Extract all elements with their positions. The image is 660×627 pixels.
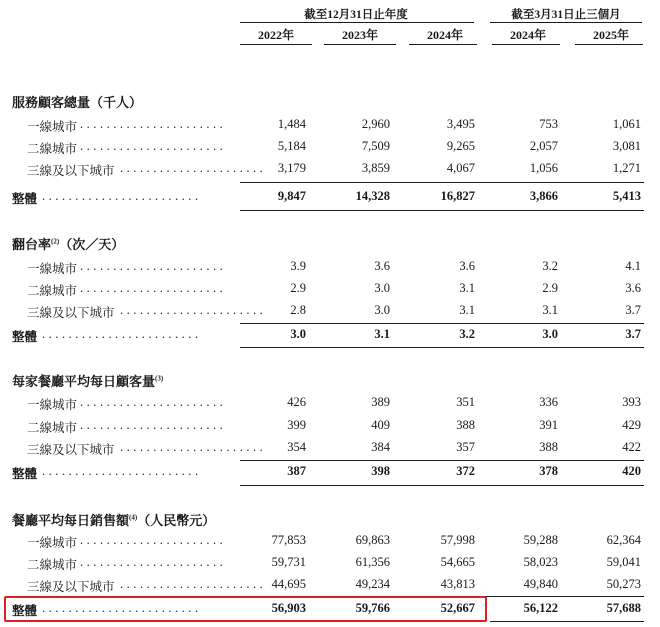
dot-leader: . . . . . . . . . . . . . . . . . . . . . . . . xyxy=(42,327,199,341)
cell-2022: 2.8 xyxy=(290,303,306,317)
section-title-daily-sales: 餐廳平均每日銷售額$^{(4)}$（人民幣元） xyxy=(12,513,216,528)
dot-leader: . . . . . . . . . . . . . . . . . . . . . . . . xyxy=(42,189,199,203)
cell-2025-q1: 3,081 xyxy=(612,139,641,153)
cell-2024: 57,998 xyxy=(440,533,475,547)
cell-2024-q1: 1,056 xyxy=(529,161,558,175)
header-group-fiscal-year: 截至12月31日止年度 xyxy=(304,9,408,21)
cell-2024: 16,827 xyxy=(440,189,475,203)
table-row-total xyxy=(0,462,660,484)
cell-2024: 52,667 xyxy=(440,601,475,615)
section-title-customers-served: 服務顧客總量（千人） xyxy=(12,95,143,110)
cell-2024: 3,495 xyxy=(446,117,475,131)
cell-2025-q1: 57,688 xyxy=(606,601,641,615)
cell-2024-q1: 388 xyxy=(539,440,558,454)
cell-2023: 3,859 xyxy=(361,161,390,175)
dot-leader: . . . . . . . . . . . . . . . . . . . . . . xyxy=(80,533,223,547)
cell-2024: 4,067 xyxy=(446,161,475,175)
year-header-2025-q1: 2025年 xyxy=(592,28,629,42)
total-rule xyxy=(240,210,644,211)
header-underline-q xyxy=(490,22,642,23)
cell-2023: 3.6 xyxy=(374,259,390,273)
cell-2024: 388 xyxy=(456,418,475,432)
cell-2024-q1: 391 xyxy=(539,418,558,432)
cell-2023: 3.0 xyxy=(374,303,390,317)
cell-2022: 2.9 xyxy=(290,281,306,295)
cell-2024-q1: 3.0 xyxy=(542,327,558,341)
cell-2023: 409 xyxy=(371,418,390,432)
cell-2024: 3.1 xyxy=(459,303,475,317)
cell-2022: 387 xyxy=(287,464,306,478)
row-label: 三線及以下城市 xyxy=(27,580,115,594)
table-row xyxy=(0,393,660,415)
dot-leader: . . . . . . . . . . . . . . . . . . . . . . xyxy=(80,418,223,432)
dot-leader: . . . . . . . . . . . . . . . . . . . . . . xyxy=(120,303,263,317)
cell-2022: 3.0 xyxy=(290,327,306,341)
dot-leader: . . . . . . . . . . . . . . . . . . . . . . xyxy=(80,395,223,409)
table-row-total xyxy=(0,187,660,209)
cell-2025-q1: 3.7 xyxy=(625,327,641,341)
row-label: 二線城市 xyxy=(27,421,78,435)
cell-2024-q1: 56,122 xyxy=(523,601,558,615)
cell-2023: 384 xyxy=(371,440,390,454)
cell-2024: 3.6 xyxy=(459,259,475,273)
row-label: 整體 xyxy=(12,467,38,481)
cell-2024: 372 xyxy=(456,464,475,478)
dot-leader: . . . . . . . . . . . . . . . . . . . . . . xyxy=(120,577,263,591)
subtotal-rule xyxy=(240,323,644,324)
row-label: 一線城市 xyxy=(27,262,78,276)
cell-2024-q1: 3,866 xyxy=(529,189,558,203)
cell-2024-q1: 378 xyxy=(539,464,558,478)
cell-2022: 354 xyxy=(287,440,306,454)
cell-2024-q1: 59,288 xyxy=(523,533,558,547)
section-title-table-turnover: 翻台率$^{(2)}$（次／天） xyxy=(12,237,125,252)
cell-2023: 49,234 xyxy=(355,577,390,591)
cell-2025-q1: 422 xyxy=(622,440,641,454)
section-title-daily-customers: 每家餐廳平均每日顧客量$^{(3)}$ xyxy=(12,374,164,389)
cell-2022: 9,847 xyxy=(277,189,306,203)
cell-2025-q1: 62,364 xyxy=(606,533,641,547)
cell-2022: 44,695 xyxy=(271,577,306,591)
cell-2024-q1: 49,840 xyxy=(523,577,558,591)
dot-leader: . . . . . . . . . . . . . . . . . . . . . . xyxy=(80,117,223,131)
cell-2023: 3.1 xyxy=(374,327,390,341)
cell-2025-q1: 5,413 xyxy=(612,189,641,203)
total-rule xyxy=(240,347,644,348)
table-row xyxy=(0,137,660,159)
cell-2022: 426 xyxy=(287,395,306,409)
table-row xyxy=(0,438,660,460)
year-rule-2025-q1 xyxy=(575,44,643,45)
cell-2023: 69,863 xyxy=(355,533,390,547)
cell-2024: 357 xyxy=(456,440,475,454)
year-header-2023: 2023年 xyxy=(341,28,378,42)
cell-2022: 59,731 xyxy=(271,555,306,569)
cell-2024-q1: 2.9 xyxy=(542,281,558,295)
cell-2025-q1: 3.6 xyxy=(625,281,641,295)
table-row xyxy=(0,115,660,137)
cell-2024-q1: 3.1 xyxy=(542,303,558,317)
table-row xyxy=(0,279,660,301)
row-label: 二線城市 xyxy=(27,284,78,298)
cell-2023: 59,766 xyxy=(355,601,390,615)
cell-2025-q1: 59,041 xyxy=(606,555,641,569)
row-label: 整體 xyxy=(12,330,38,344)
cell-2024: 351 xyxy=(456,395,475,409)
cell-2025-q1: 1,271 xyxy=(612,161,641,175)
row-label: 整體 xyxy=(12,192,38,206)
cell-2024: 9,265 xyxy=(446,139,475,153)
total-rule xyxy=(490,621,644,622)
year-rule-2022 xyxy=(240,44,312,45)
cell-2024-q1: 753 xyxy=(539,117,558,131)
cell-2022: 77,853 xyxy=(271,533,306,547)
dot-leader: . . . . . . . . . . . . . . . . . . . . . . xyxy=(80,281,223,295)
dot-leader: . . . . . . . . . . . . . . . . . . . . . . . . xyxy=(42,464,199,478)
row-label: 三線及以下城市 xyxy=(27,164,115,178)
row-label: 三線及以下城市 xyxy=(27,443,115,457)
cell-2024-q1: 3.2 xyxy=(542,259,558,273)
cell-2025-q1: 1,061 xyxy=(612,117,641,131)
year-rule-2024-q1 xyxy=(492,44,560,45)
table-row xyxy=(0,531,660,553)
subtotal-rule xyxy=(240,460,644,461)
header-underline-fy xyxy=(240,22,474,23)
dot-leader: . . . . . . . . . . . . . . . . . . . . . . xyxy=(80,259,223,273)
year-rule-2023 xyxy=(324,44,396,45)
subtotal-rule xyxy=(240,182,644,183)
cell-2022: 1,484 xyxy=(277,117,306,131)
cell-2024-q1: 2,057 xyxy=(529,139,558,153)
cell-2024-q1: 336 xyxy=(539,395,558,409)
cell-2023: 2,960 xyxy=(361,117,390,131)
cell-2023: 7,509 xyxy=(361,139,390,153)
cell-2023: 14,328 xyxy=(355,189,390,203)
dot-leader: . . . . . . . . . . . . . . . . . . . . . . . . xyxy=(42,601,199,615)
dot-leader: . . . . . . . . . . . . . . . . . . . . . . xyxy=(120,440,263,454)
cell-2023: 389 xyxy=(371,395,390,409)
cell-2025-q1: 50,273 xyxy=(606,577,641,591)
row-label: 二線城市 xyxy=(27,142,78,156)
table-row xyxy=(0,553,660,575)
cell-2025-q1: 3.7 xyxy=(625,303,641,317)
cell-2022: 399 xyxy=(287,418,306,432)
row-label: 一線城市 xyxy=(27,120,78,134)
year-rule-2024 xyxy=(409,44,477,45)
header-group-three-months: 截至3月31日止三個月 xyxy=(511,9,621,21)
cell-2023: 61,356 xyxy=(355,555,390,569)
cell-2024: 43,813 xyxy=(440,577,475,591)
table-row xyxy=(0,257,660,279)
table-row-total xyxy=(0,325,660,347)
dot-leader: . . . . . . . . . . . . . . . . . . . . . . xyxy=(120,161,263,175)
table-row xyxy=(0,416,660,438)
total-rule xyxy=(240,485,644,486)
dot-leader: . . . . . . . . . . . . . . . . . . . . . . xyxy=(80,555,223,569)
table-row xyxy=(0,575,660,597)
cell-2023: 3.0 xyxy=(374,281,390,295)
cell-2022: 5,184 xyxy=(277,139,306,153)
cell-2024-q1: 58,023 xyxy=(523,555,558,569)
cell-2024: 3.2 xyxy=(459,327,475,341)
row-label: 一線城市 xyxy=(27,536,78,550)
cell-2022: 56,903 xyxy=(271,601,306,615)
year-header-2022: 2022年 xyxy=(257,28,294,42)
dot-leader: . . . . . . . . . . . . . . . . . . . . . . xyxy=(80,139,223,153)
cell-2025-q1: 4.1 xyxy=(625,259,641,273)
row-label: 二線城市 xyxy=(27,558,78,572)
table-row xyxy=(0,301,660,323)
year-header-2024: 2024年 xyxy=(426,28,463,42)
cell-2024: 54,665 xyxy=(440,555,475,569)
cell-2025-q1: 393 xyxy=(622,395,641,409)
cell-2022: 3.9 xyxy=(290,259,306,273)
cell-2025-q1: 429 xyxy=(622,418,641,432)
row-label: 一線城市 xyxy=(27,398,78,412)
table-row xyxy=(0,159,660,181)
row-label: 整體 xyxy=(12,604,38,618)
cell-2023: 398 xyxy=(371,464,390,478)
highlight-box xyxy=(4,596,487,622)
year-header-2024-q1: 2024年 xyxy=(509,28,546,42)
cell-2024: 3.1 xyxy=(459,281,475,295)
cell-2022: 3,179 xyxy=(277,161,306,175)
cell-2025-q1: 420 xyxy=(622,464,641,478)
row-label: 三線及以下城市 xyxy=(27,306,115,320)
